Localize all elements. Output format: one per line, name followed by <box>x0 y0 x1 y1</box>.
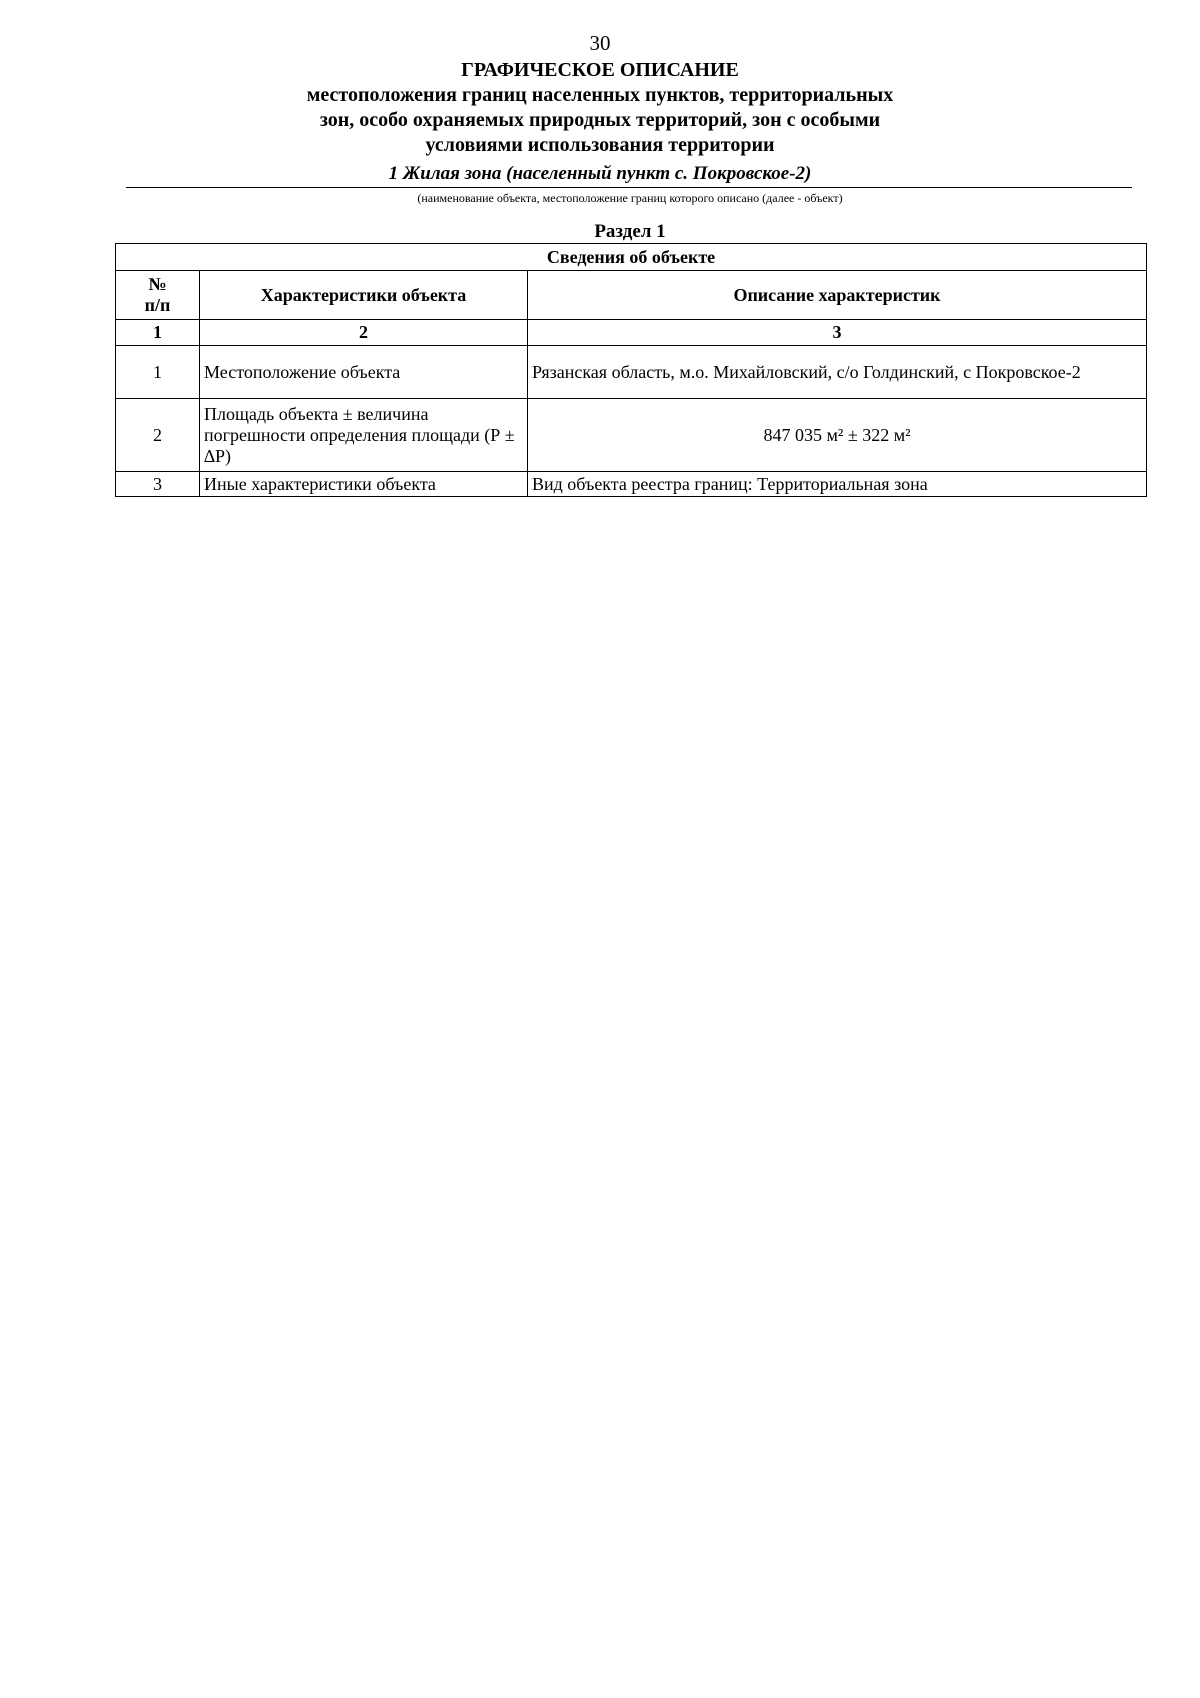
header-num-line-2: п/п <box>144 295 171 315</box>
row-description: Вид объекта реестра границ: Территориальная зона <box>528 472 1147 497</box>
row-description: Рязанская область, м.о. Михайловский, с/о Голдинский, с Покровское-2 <box>528 346 1147 399</box>
column-number: 2 <box>200 320 528 346</box>
table-row <box>116 472 1147 497</box>
page-number: 30 <box>589 31 611 55</box>
row-num: 2 <box>116 399 200 472</box>
row-num: 1 <box>116 346 200 399</box>
header-characteristics: Характеристики объекта <box>200 271 528 320</box>
table-row <box>116 346 1147 399</box>
table-header-row <box>116 271 1147 320</box>
header-num <box>116 271 200 320</box>
title-line-2: местоположения границ населенных пунктов, территориальных <box>306 84 894 106</box>
object-name: 1 Жилая зона (населенный пункт с. Покровское-2) <box>388 163 812 184</box>
title-line-4: условиями использования территории <box>425 134 775 156</box>
object-name-underline <box>126 187 1132 188</box>
column-number-row <box>116 320 1147 346</box>
column-number: 3 <box>528 320 1147 346</box>
row-characteristic: Местоположение объекта <box>200 346 528 399</box>
section-title: Раздел 1 <box>594 221 666 242</box>
table-caption: Сведения об объекте <box>116 244 1147 271</box>
row-characteristic: Площадь объекта ± величина погрешности определения площади (Р ± ∆Р) <box>200 399 528 472</box>
object-info-table <box>115 243 1147 497</box>
row-description: 847 035 м² ± 322 м² <box>528 399 1147 472</box>
table-caption-row <box>116 244 1147 271</box>
title-line-3: зон, особо охраняемых природных территорий, зон с особыми <box>319 109 881 131</box>
object-name-caption: (наименование объекта, местоположение границ которого описано (далее - объект) <box>417 191 843 205</box>
title-line-1: ГРАФИЧЕСКОЕ ОПИСАНИЕ <box>461 59 739 81</box>
row-characteristic: Иные характеристики объекта <box>200 472 528 497</box>
row-num: 3 <box>116 472 200 497</box>
table-row <box>116 399 1147 472</box>
document-title <box>0 58 1200 158</box>
header-description: Описание характеристик <box>528 271 1147 320</box>
header-num-line-1: № <box>148 274 167 294</box>
column-number: 1 <box>116 320 200 346</box>
